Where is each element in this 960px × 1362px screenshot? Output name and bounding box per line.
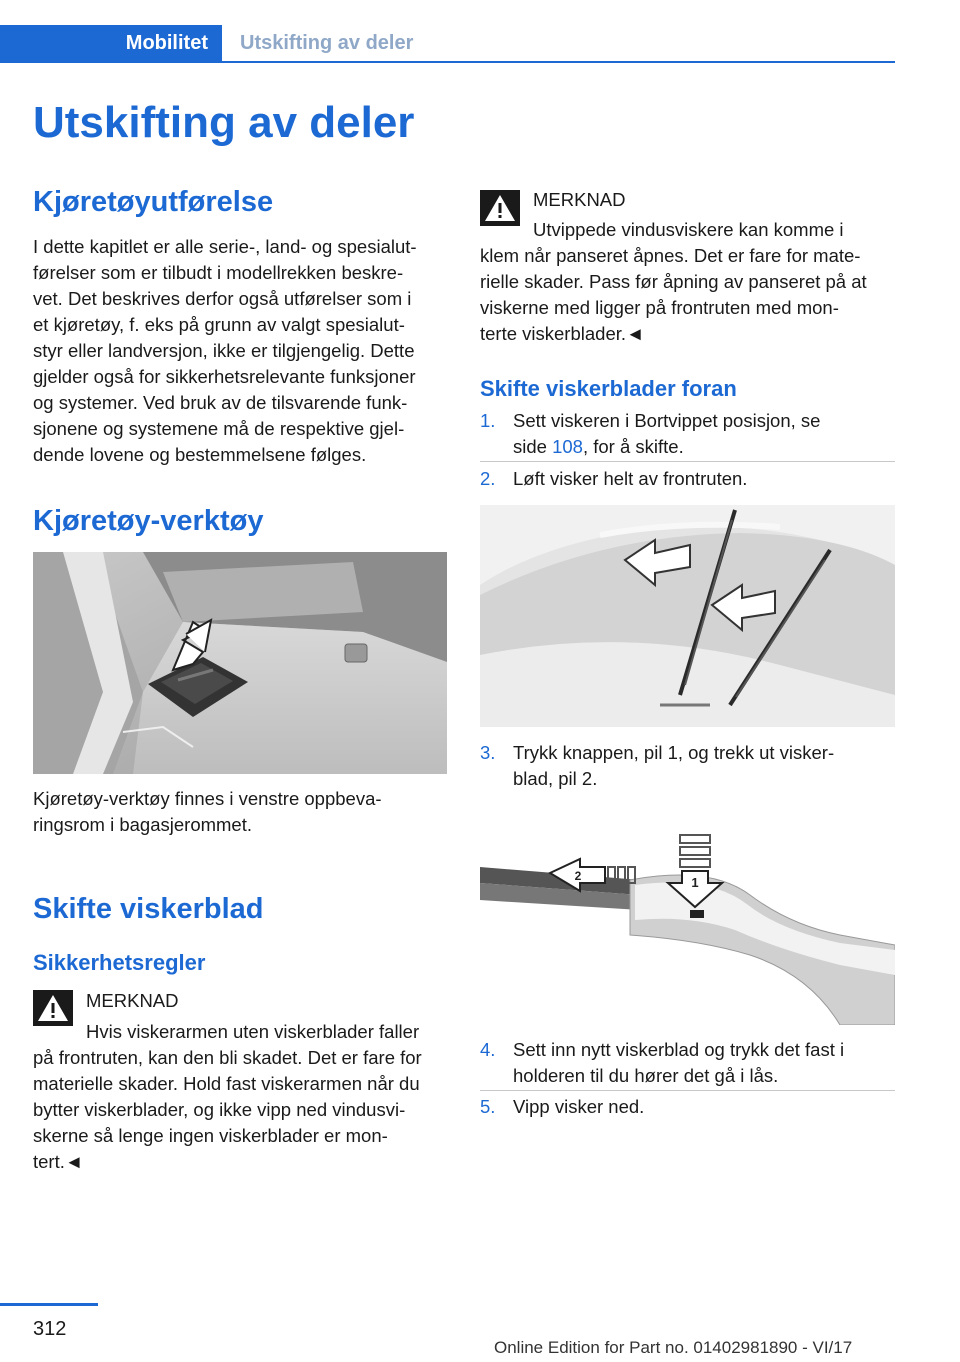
divider (480, 1090, 895, 1091)
warning-text-wiper-arm: Hvis viskerarmen uten viskerblader faller på frontruten, kan den bli skadet. Det er fare for materielle skader. Hold fast viskerarmen når du bytter viskerblader, og ikke vipp ned vindusvi- skerne så lenge ingen viskerblader er mon- tert.◄ (33, 1021, 422, 1172)
callout-2: 2 (574, 869, 582, 883)
windshield-wiper-image (480, 505, 895, 727)
page-number: 312 (33, 1318, 67, 1340)
heading-kjoretoyutforelse: Kjøretøyutførelse (33, 186, 274, 218)
heading-skifte-viskerblader-foran: Skifte viskerblader foran (480, 376, 737, 401)
wiper-blade-detail-image (480, 825, 895, 1025)
tab-utskifting-av-deler[interactable]: Utskifting av deler (240, 32, 414, 54)
footer-rule (0, 1303, 98, 1306)
page-title: Utskifting av deler (33, 98, 415, 147)
paragraph-tools-location: Kjøretøy-verktøy finnes i venstre oppbeva- ringsrom i bagasjerommet. (33, 788, 382, 835)
list-item: 1. Sett viskeren i Bortvippet posisjon, se side 108, for å skifte. (480, 410, 821, 457)
heading-skifte-viskerblad: Skifte viskerblad (33, 893, 264, 925)
page-link-108[interactable]: 108 (552, 436, 583, 457)
list-item: 4. Sett inn nytt viskerblad og trykk det fast i holderen til du hører det gå i lås. (480, 1039, 845, 1086)
edition-note: Online Edition for Part no. 01402981890 - VI/17 (494, 1338, 853, 1357)
list-item: 3. Trykk knappen, pil 1, og trekk ut visker- blad, pil 2. (480, 742, 835, 789)
warning-text-hood: Utvippede vindusviskere kan komme i klem når panseret åpnes. Det er fare for mate- rielle skader. Pass før åpning av panseret på at viskerne med ligger på frontruten med mon- terte viskerblader.◄ (480, 219, 867, 344)
trunk-tool-image (33, 552, 447, 774)
warning-label: MERKNAD (86, 990, 179, 1011)
tab-mobilitet[interactable]: Mobilitet (0, 25, 222, 61)
warning-label: MERKNAD (533, 189, 626, 210)
callout-1: 1 (691, 875, 699, 890)
list-item: 5. Vipp visker ned. (480, 1096, 645, 1117)
paragraph-vehicle-variants: I dette kapitlet er alle serie-, land- og spesialut- førelser som er tilbudt i modellrekken beskre- vet. Det beskrives derfor også utførelser som i et kjøretøy, f. eks på grunn av valgt spesialut- styr eller landversjon, ikke er tilgjengelig. Dette gjelder også for sikkerhetsrelevante funksjoner og systemer. Ved bruk av de tilsvarende funk- sjonene og systemene må de respektive gjel- dende lovene og bestemmelsene følges. (33, 236, 417, 465)
list-item: 2. Løft visker helt av frontruten. (480, 468, 748, 489)
heading-kjoretoy-verktoy: Kjøretøy-verktøy (33, 505, 264, 537)
divider (480, 461, 895, 462)
header-tabbar (0, 25, 895, 63)
heading-sikkerhetsregler: Sikkerhetsregler (33, 950, 206, 975)
